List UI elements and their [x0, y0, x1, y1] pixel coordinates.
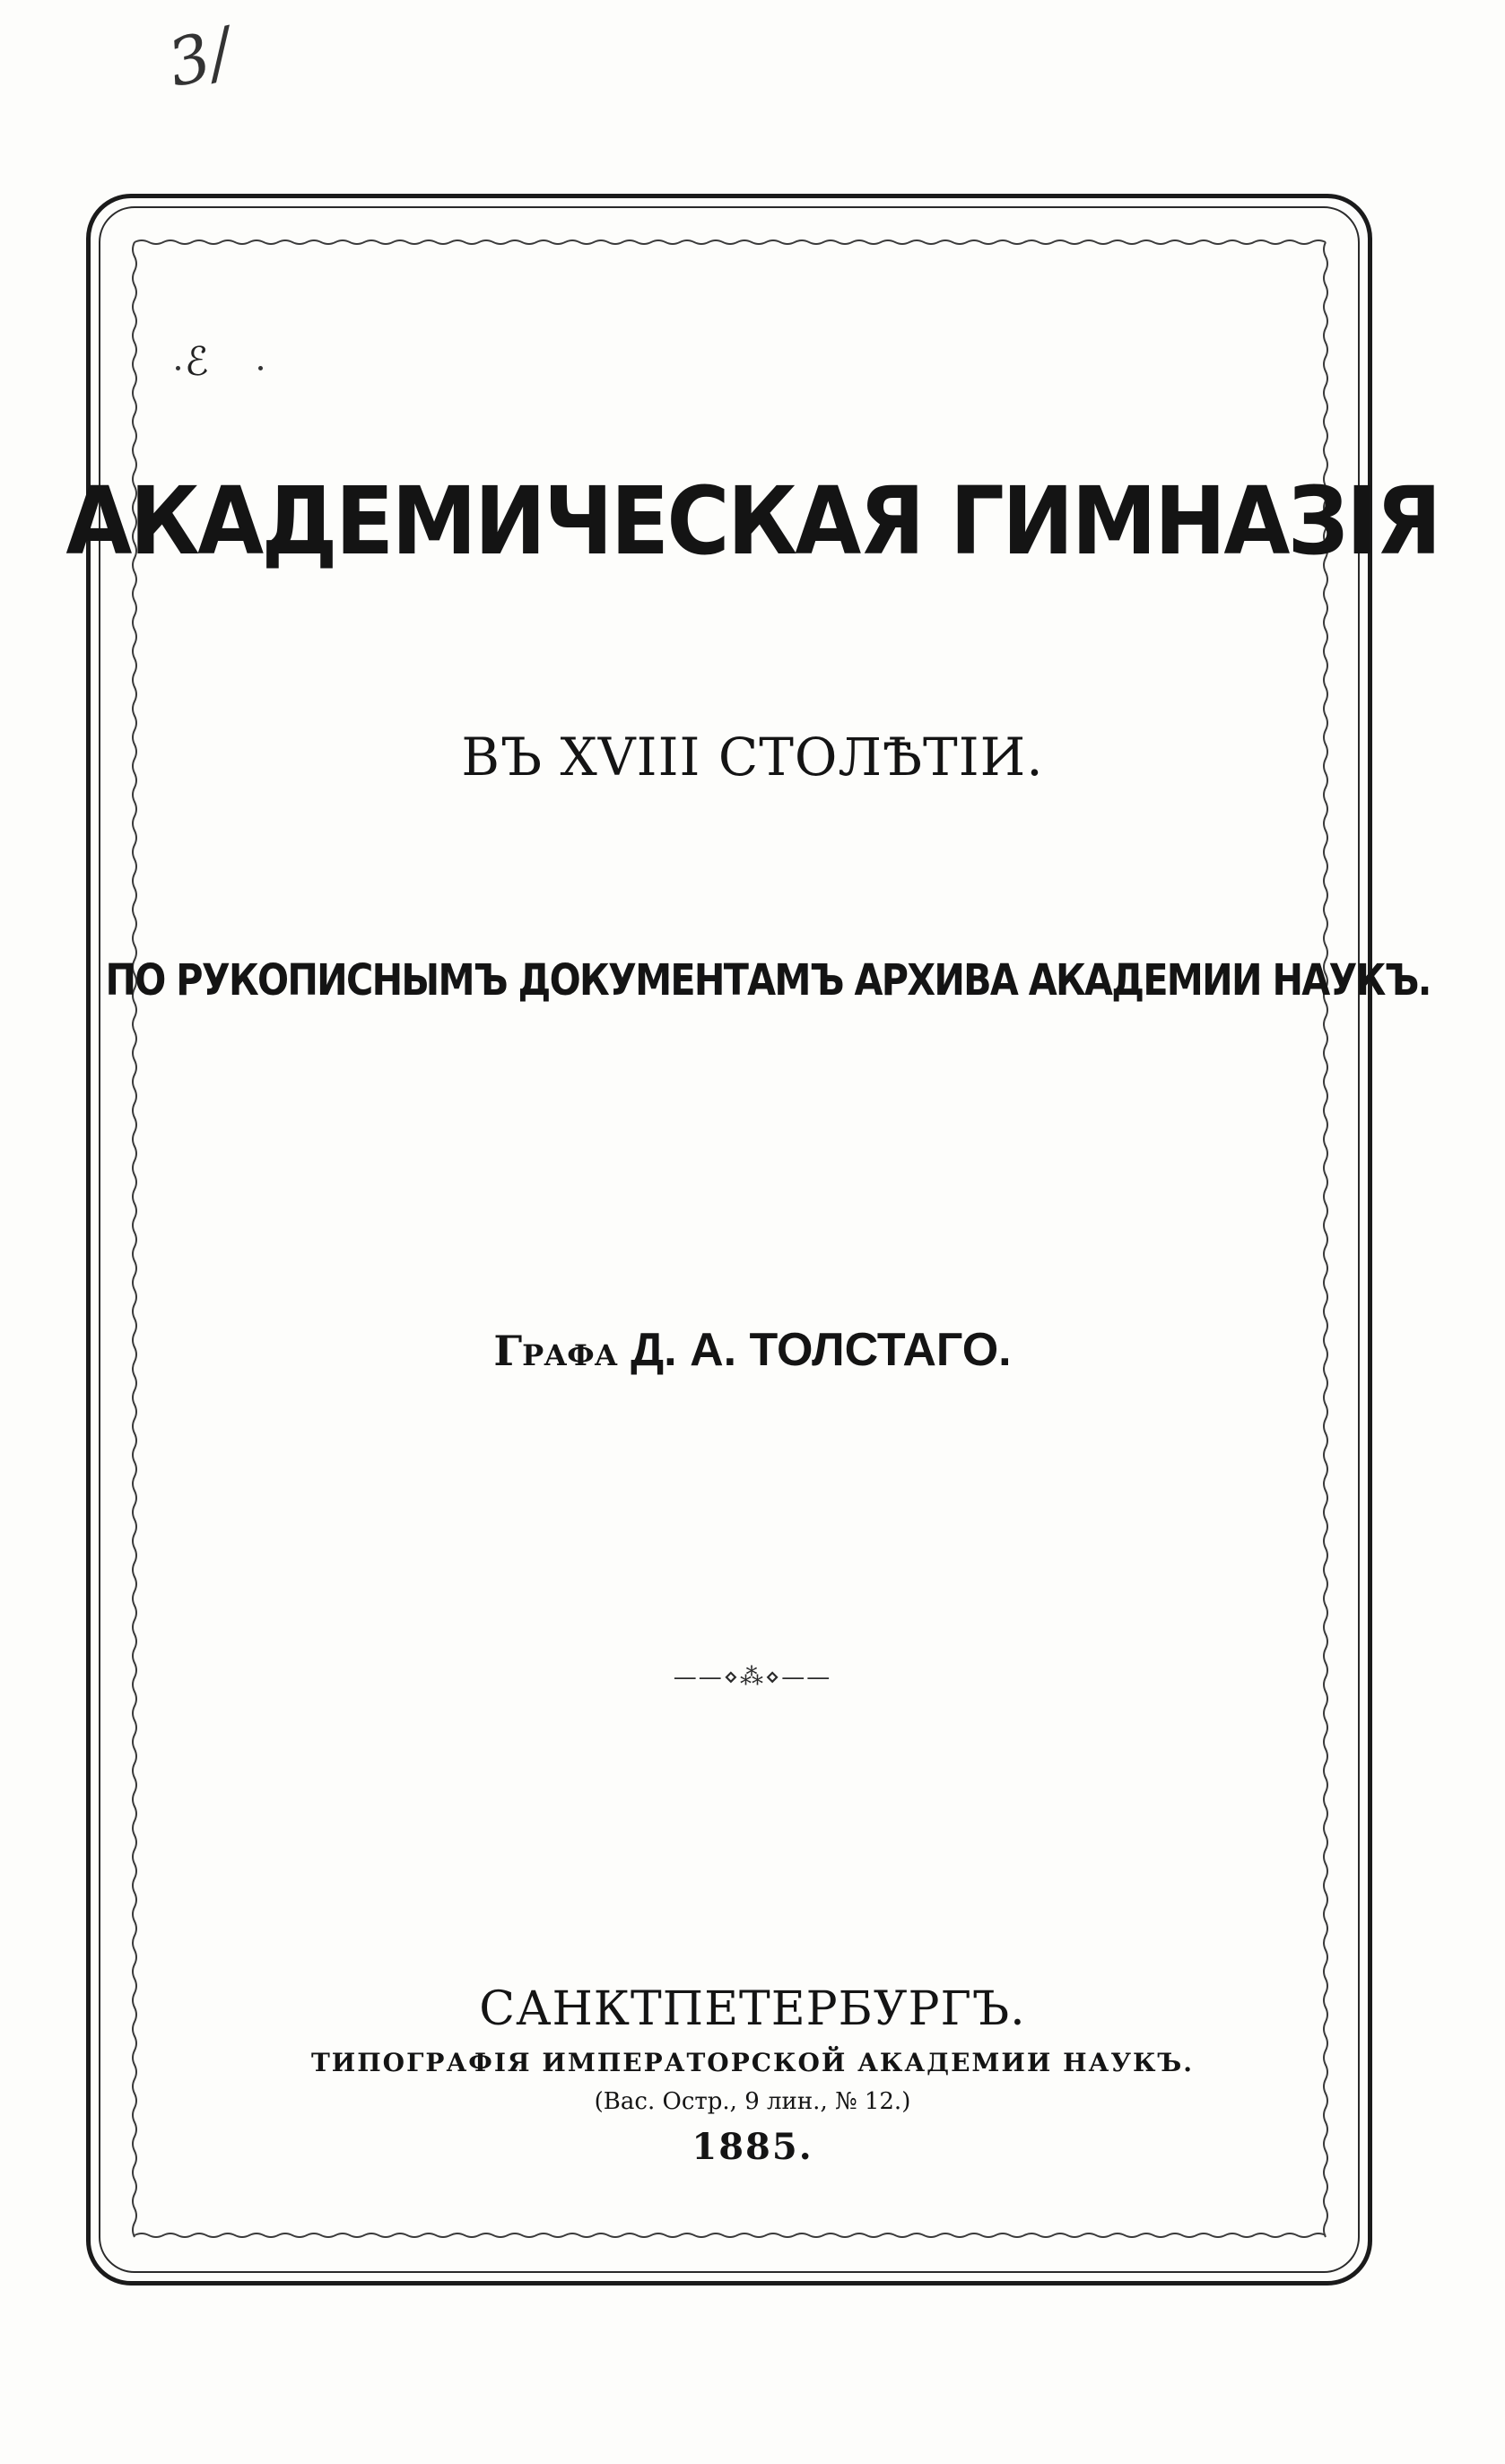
corner-mark: ℰ: [185, 339, 209, 385]
author-prefix: Графа: [493, 1327, 618, 1375]
book-subtitle: ВЪ XVIII СТОЛѢТІИ.: [461, 727, 1044, 788]
imprint-printer: ТИПОГРАФІЯ ИМПЕРАТОРСКОЙ АКАДЕМИИ НАУКЪ.: [310, 2048, 1195, 2077]
imprint-city: САНКТПЕТЕРБУРГЪ.: [479, 1982, 1026, 2036]
book-title: АКАДЕМИЧЕСКАЯ ГИМНАЗІЯ: [65, 466, 1440, 576]
imprint-address: (Вас. Остр., 9 лин., № 12.): [594, 2088, 911, 2115]
source-note: ПО РУКОПИСНЫМЪ ДОКУМЕНТАМЪ АРХИВА АКАДЕМИИ НАУКЪ.: [105, 955, 1431, 1006]
author-name: Д. А. ТОЛСТАГО.: [631, 1324, 1012, 1376]
ink-dot: [176, 366, 180, 370]
ornament-divider: ——⋄⁂⋄——: [673, 1664, 832, 1691]
author-line: [0, 1323, 1505, 1377]
ink-dot: [258, 366, 263, 370]
imprint-year: 1885.: [692, 2126, 813, 2168]
handwritten-mark: 3/: [160, 13, 240, 102]
